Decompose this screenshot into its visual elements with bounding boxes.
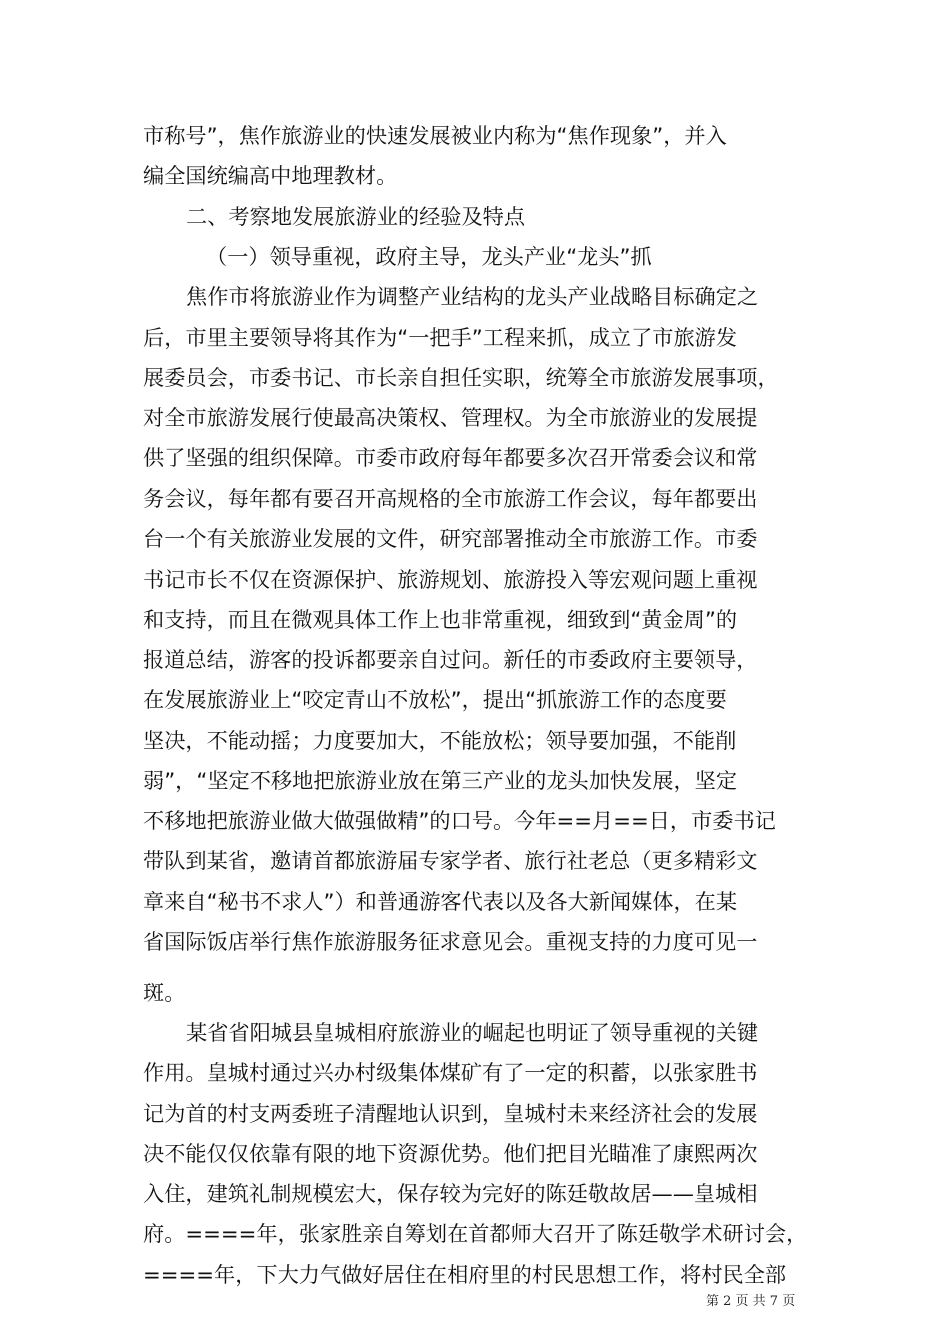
text-line-content: 报道总结，游客的投诉都要亲自过问。新任的市委政府主要领导，: [143, 647, 758, 672]
text-line-content: ====年，下大力气做好居住在相府里的村民思想工作，将村民全部: [143, 1262, 787, 1287]
subsection-heading: [0, 240, 950, 274]
text-line: [0, 1177, 950, 1211]
text-line-content: 省国际饭店举行焦作旅游服务征求意见会。重视支持的力度可见一: [143, 929, 758, 954]
section-heading: [0, 200, 950, 234]
text-line: [0, 119, 950, 153]
text-line-content: 带队到某省，邀请首都旅游届专家学者、旅行社老总（更多精彩文: [143, 848, 758, 873]
text-line: [0, 361, 950, 395]
text-line: [0, 159, 950, 193]
text-line: [0, 1258, 950, 1292]
text-line: [0, 1137, 950, 1171]
text-line-content: 记为首的村支两委班子清醒地认识到，皇城村未来经济社会的发展: [143, 1101, 758, 1126]
text-line: [0, 764, 950, 798]
section-heading-text: 二、考察地发展旅游业的经验及特点: [186, 204, 526, 229]
text-line: [0, 603, 950, 637]
text-line-content: 后，市里主要领导将其作为“一把手”工程来抓，成立了市旅游发: [143, 325, 738, 350]
text-line-content: 供了坚强的组织保障。市委市政府每年都要多次召开常委会议和常: [143, 445, 758, 470]
text-line: [0, 724, 950, 758]
text-line-content: 务会议，每年都有要召开高规格的全市旅游工作会议，每年都要出: [143, 486, 758, 511]
text-line: [0, 683, 950, 717]
text-line: [0, 1016, 950, 1050]
subsection-heading-text: （一）领导重视，政府主导，龙头产业“龙头”抓: [206, 244, 652, 269]
text-line-content: 某省省阳城县皇城相府旅游业的崛起也明证了领导重视的关键: [186, 1020, 759, 1045]
text-line-content: 书记市长不仅在资源保护、旅游规划、旅游投入等宏观问题上重视: [143, 567, 758, 592]
text-line-content: 不移地把旅游业做大做强做精”的口号。今年==月==日，市委书记: [143, 808, 776, 833]
text-line: [0, 401, 950, 435]
text-line-content: 斑。: [143, 980, 186, 1005]
text-line: [0, 643, 950, 677]
text-line: [0, 441, 950, 475]
text-line-content: 展委员会，市委书记、市长亲自担任实职，统筹全市旅游发展事项，: [143, 365, 779, 390]
text-line-content: 章来自“秘书不求人”）和普通游客代表以及各大新闻媒体，在某: [143, 889, 738, 914]
text-line-content: 编全国统编高中地理教材。: [143, 163, 398, 188]
text-line: [0, 1217, 950, 1251]
text-line: [0, 844, 950, 878]
text-line: [0, 280, 950, 314]
text-line: [0, 1097, 950, 1131]
text-line-content: 坚决，不能动摇；力度要加大，不能放松；领导要加强，不能削: [143, 728, 737, 753]
text-line: [0, 1056, 950, 1090]
text-line-content: 入住，建筑礼制规模宏大，保存较为完好的陈廷敬故居——皇城相: [143, 1181, 758, 1206]
text-line-content: 决不能仅仅依靠有限的地下资源优势。他们把目光瞄准了康熙两次: [143, 1141, 758, 1166]
text-line: [0, 482, 950, 516]
text-line-content: 市称号”，焦作旅游业的快速发展被业内称为“焦作现象”，并入: [143, 123, 727, 148]
text-line-content: 台一个有关旅游业发展的文件，研究部署推动全市旅游工作。市委: [143, 526, 758, 551]
text-line-content: 和支持，而且在微观具体工作上也非常重视，细致到“黄金周”的: [143, 607, 738, 632]
text-line-content: 府。====年，张家胜亲自筹划在首都师大召开了陈廷敬学术研讨会，: [143, 1221, 808, 1246]
text-line: [0, 563, 950, 597]
text-line: [0, 321, 950, 355]
text-line: [0, 885, 950, 919]
text-line: [0, 925, 950, 959]
text-line: [0, 522, 950, 556]
text-line: [0, 976, 950, 1010]
text-line: [0, 804, 950, 838]
text-line-content: 在发展旅游业上“咬定青山不放松”，提出“抓旅游工作的态度要: [143, 687, 727, 712]
text-line-content: 焦作市将旅游业作为调整产业结构的龙头产业战略目标确定之: [186, 284, 759, 309]
text-line-content: 弱”，“坚定不移地把旅游业放在第三产业的龙头加快发展，坚定: [143, 768, 738, 793]
text-line-content: 对全市旅游发展行使最高决策权、管理权。为全市旅游业的发展提: [143, 405, 758, 430]
text-line-content: 作用。皇城村通过兴办村级集体煤矿有了一定的积蓄，以张家胜书: [143, 1060, 758, 1085]
page-number-footer: 第 2 页 共 7 页: [706, 1294, 796, 1309]
